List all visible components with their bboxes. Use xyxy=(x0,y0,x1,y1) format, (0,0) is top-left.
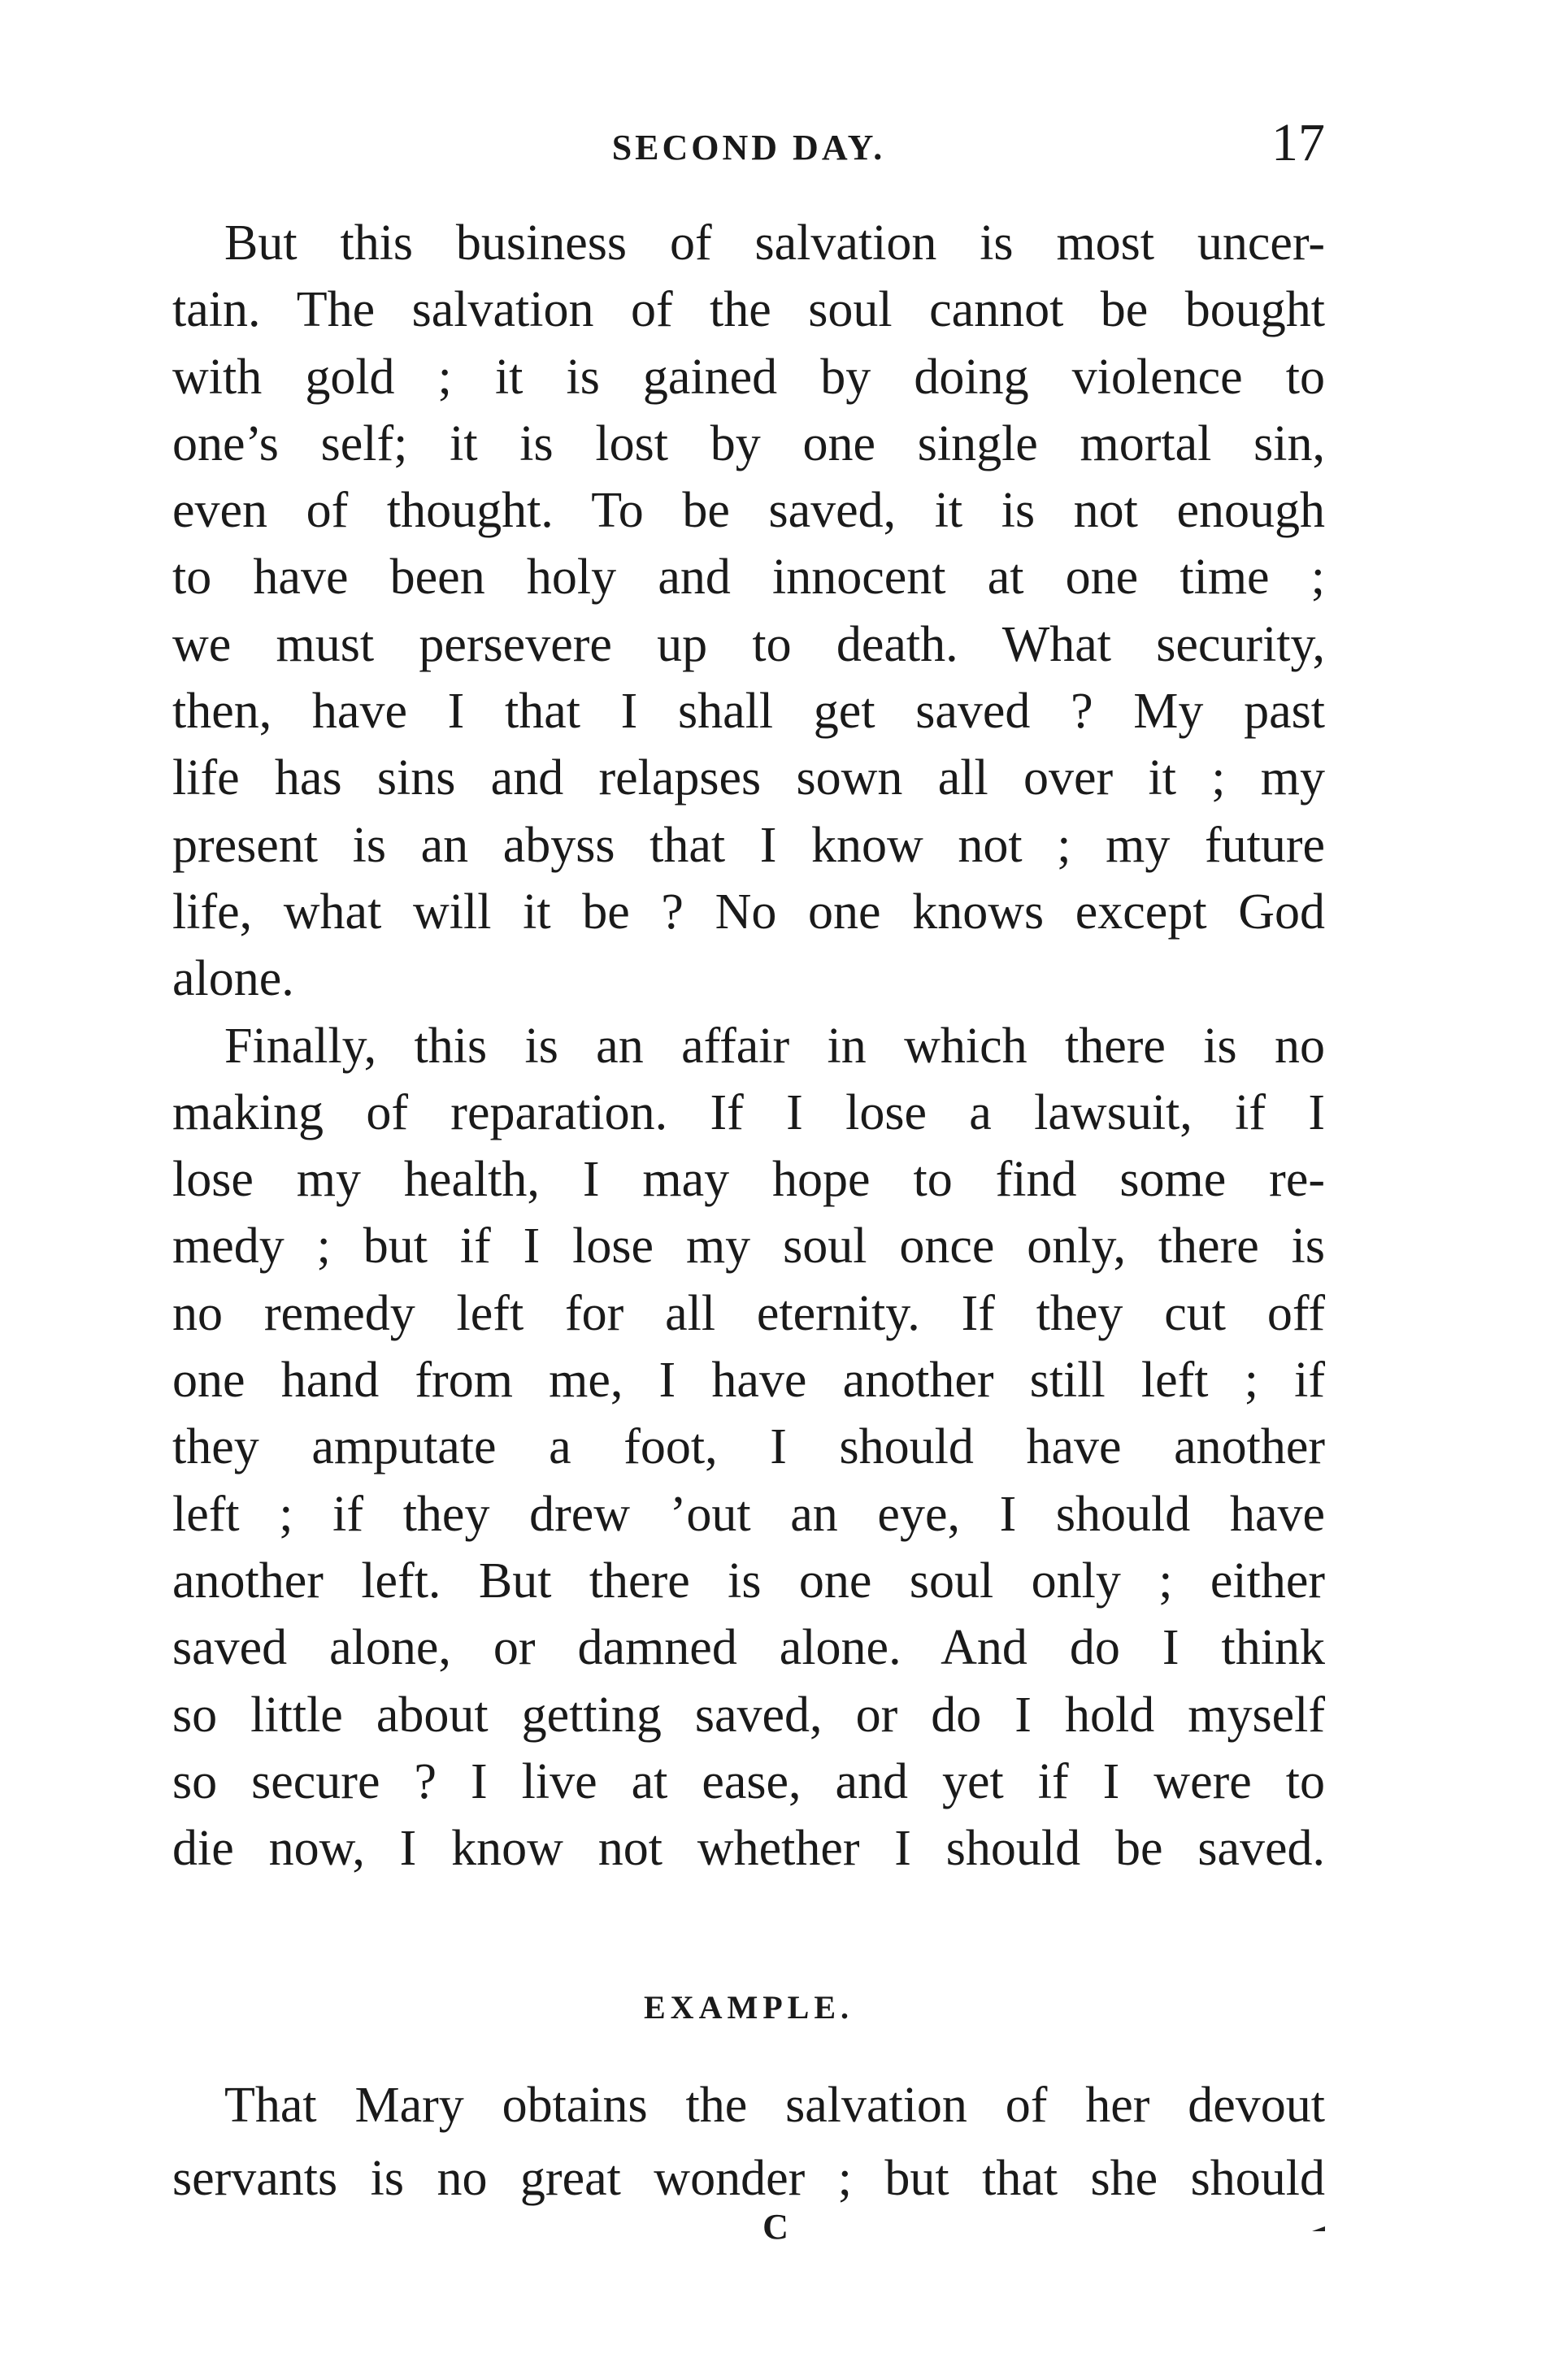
text-line: But this business of salvation is most uncer- xyxy=(224,215,1325,271)
text-line: die now, I know not whether I should be saved. xyxy=(172,1821,1325,1877)
running-header xyxy=(172,112,1325,185)
signature-mark: C xyxy=(762,2207,789,2247)
ink-mark-icon xyxy=(1312,2226,1325,2232)
text-line: to have been holy and innocent at one time ; xyxy=(172,549,1325,606)
text-line: one hand from me, I have another still left ; if xyxy=(172,1353,1325,1409)
text-line: we must persevere up to death. What security, xyxy=(172,616,1325,672)
text-line: making of reparation. If I lose a lawsuit, if I xyxy=(172,1084,1325,1140)
text-line: no remedy left for all eternity. If they cut off xyxy=(172,1285,1325,1341)
text-line: they amputate a foot, I should have another xyxy=(172,1419,1325,1475)
text-line: life, what will it be ? No one knows except God xyxy=(172,884,1325,940)
text-line: even of thought. To be saved, it is not enough xyxy=(172,483,1325,539)
page-number: 17 xyxy=(1271,113,1325,172)
running-title: SECOND DAY. xyxy=(611,128,886,167)
text-line: lose my health, I may hope to find some re- xyxy=(172,1152,1325,1208)
heading-spacer xyxy=(172,2036,1325,2069)
text-line: present is an abyss that I know not ; my future xyxy=(172,817,1325,873)
text-line: another left. But there is one soul only ; either xyxy=(172,1553,1325,1609)
text-line: one’s self; it is lost by one single mortal sin, xyxy=(172,415,1325,471)
body-text xyxy=(172,210,1325,2215)
text-line: tain. The salvation of the soul cannot be bought xyxy=(172,282,1325,338)
text-line: medy ; but if I lose my soul once only, there is xyxy=(172,1218,1325,1275)
example-text xyxy=(172,2069,1325,2215)
text-line: alone. xyxy=(172,951,294,1007)
section-spacer xyxy=(172,1882,1325,1979)
example-heading: EXAMPLE. xyxy=(644,1989,854,2026)
text-line: so secure ? I live at ease, and yet if I were to xyxy=(172,1753,1325,1809)
text-line: left ; if they drew ’out an eye, I should have xyxy=(172,1486,1325,1542)
text-line: Finally, this is an affair in which there is no xyxy=(224,1018,1325,1074)
text-line: saved alone, or damned alone. And do I think xyxy=(172,1620,1325,1676)
text-line: with gold ; it is gained by doing violence to xyxy=(172,349,1325,405)
text-line: servants is no great wonder ; but that she should xyxy=(172,2151,1325,2207)
text-line: then, have I that I shall get saved ? My past xyxy=(172,684,1325,740)
text-line: life has sins and relapses sown all over it ; my xyxy=(172,750,1325,806)
text-line: so little about getting saved, or do I hold myself xyxy=(172,1687,1325,1743)
text-line: That Mary obtains the salvation of her devout xyxy=(224,2078,1325,2134)
